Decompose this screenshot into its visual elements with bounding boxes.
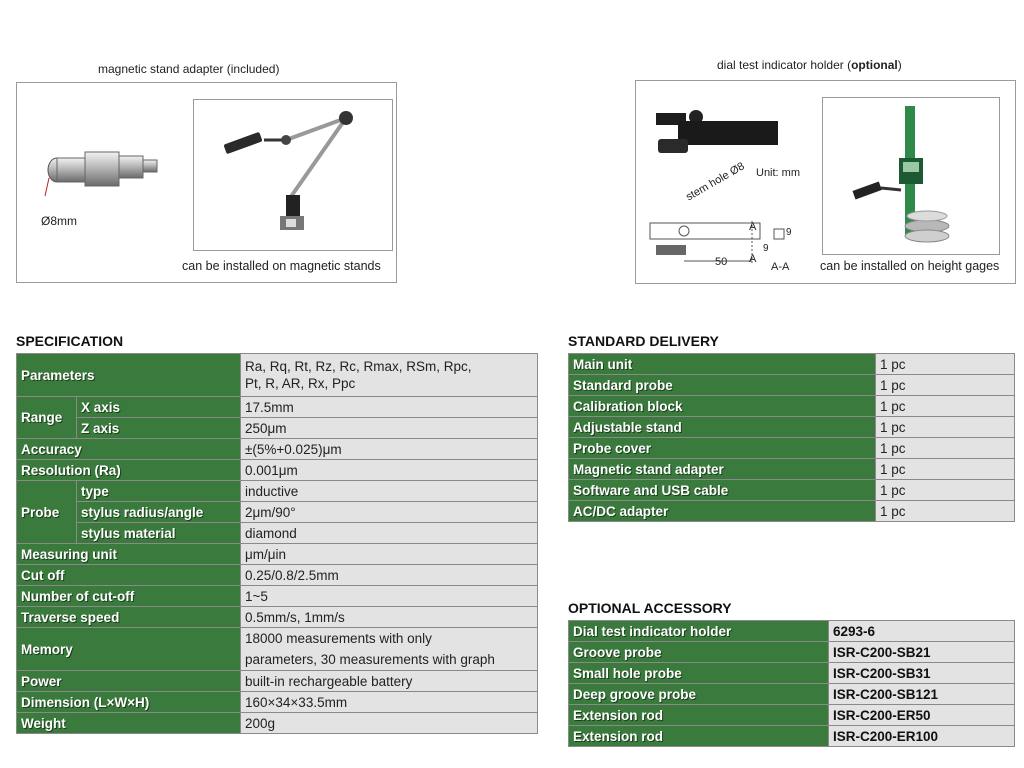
delivery-row-qty: 1 pc (876, 375, 1015, 396)
delivery-row (569, 480, 1015, 501)
resolution-label: Resolution (Ra) (17, 460, 241, 481)
spec-row-stylus-material (17, 523, 538, 544)
stylus-radius-label: stylus radius/angle (77, 502, 241, 523)
spec-row-power (17, 671, 538, 692)
measuring-unit-value: μm/μin (241, 544, 538, 565)
delivery-row-qty: 1 pc (876, 501, 1015, 522)
delivery-row-qty: 1 pc (876, 396, 1015, 417)
accessory-row-code: 6293-6 (829, 621, 1015, 642)
type-label: type (77, 481, 241, 502)
spec-row-traverse (17, 607, 538, 628)
accessory-row (569, 726, 1015, 747)
cut-off-value: 0.25/0.8/2.5mm (241, 565, 538, 586)
delivery-row-qty: 1 pc (876, 438, 1015, 459)
spec-row-x-axis (17, 397, 538, 418)
optional-accessory-table (568, 620, 1015, 747)
dimension-value: 160×34×33.5mm (241, 692, 538, 713)
delivery-row-item: Standard probe (569, 375, 876, 396)
dial-holder-caption (717, 58, 902, 72)
accessory-row (569, 705, 1015, 726)
power-label: Power (17, 671, 241, 692)
unit-label: Unit: mm (756, 167, 800, 179)
x-axis-label: X axis (77, 397, 241, 418)
stylus-material-value: diamond (241, 523, 538, 544)
diameter-label: Ø8mm (41, 214, 77, 228)
delivery-row-item: Adjustable stand (569, 417, 876, 438)
dimension-label: Dimension (L×W×H) (17, 692, 241, 713)
dim-50-label: 50 (715, 256, 728, 268)
measuring-unit-label: Measuring unit (17, 544, 241, 565)
accessory-row-item: Extension rod (569, 705, 829, 726)
weight-label: Weight (17, 713, 241, 734)
a-bottom-label: A (749, 253, 757, 265)
accessory-row (569, 684, 1015, 705)
holder-icon (644, 99, 784, 159)
accessory-row-item: Groove probe (569, 642, 829, 663)
magnetic-adapter-caption: magnetic stand adapter (included) (98, 62, 280, 76)
accuracy-value: ±(5%+0.025)μm (241, 439, 538, 460)
parameters-value (241, 354, 538, 397)
spec-row-weight (17, 713, 538, 734)
parameters-value-line2: Pt, R, AR, Rx, Ppc (245, 376, 356, 391)
accessory-row (569, 663, 1015, 684)
spec-row-measuring-unit (17, 544, 538, 565)
stem-hole-label: stem hole Ø8 (684, 160, 747, 204)
delivery-row (569, 438, 1015, 459)
accessory-row-item: Extension rod (569, 726, 829, 747)
spec-row-memory (17, 628, 538, 671)
resolution-value: 0.001μm (241, 460, 538, 481)
accuracy-label: Accuracy (17, 439, 241, 460)
type-value: inductive (241, 481, 538, 502)
x-axis-value: 17.5mm (241, 397, 538, 418)
spec-row-dimension (17, 692, 538, 713)
magnetic-adapter-panel (16, 82, 397, 283)
height-gage-photo (822, 97, 1000, 255)
spec-row-stylus-radius (17, 502, 538, 523)
cut-off-label: Cut off (17, 565, 241, 586)
accessory-row-code: ISR-C200-SB21 (829, 642, 1015, 663)
delivery-row (569, 501, 1015, 522)
delivery-row-qty: 1 pc (876, 459, 1015, 480)
standard-delivery-title: STANDARD DELIVERY (568, 333, 719, 349)
delivery-row-item: Magnetic stand adapter (569, 459, 876, 480)
accessory-row-code: ISR-C200-ER50 (829, 705, 1015, 726)
delivery-row-item: Probe cover (569, 438, 876, 459)
memory-label: Memory (17, 628, 241, 671)
delivery-row (569, 396, 1015, 417)
delivery-row-qty: 1 pc (876, 354, 1015, 375)
delivery-row-item: Software and USB cable (569, 480, 876, 501)
optional-accessory-title: OPTIONAL ACCESSORY (568, 600, 732, 616)
aa-label: A-A (771, 261, 790, 273)
spec-row-accuracy (17, 439, 538, 460)
accessory-row (569, 642, 1015, 663)
dial-holder-panel (635, 80, 1016, 284)
dial-holder-caption-prefix: dial test indicator holder ( (717, 58, 852, 72)
spec-row-parameters (17, 354, 538, 397)
delivery-row (569, 375, 1015, 396)
traverse-value: 0.5mm/s, 1mm/s (241, 607, 538, 628)
number-cutoff-value: 1~5 (241, 586, 538, 607)
spec-row-resolution (17, 460, 538, 481)
spec-row-cut-off (17, 565, 538, 586)
z-axis-label: Z axis (77, 418, 241, 439)
memory-value-line2: parameters, 30 measurements with graph (245, 652, 495, 667)
spec-row-z-axis (17, 418, 538, 439)
magnetic-stand-icon (194, 100, 392, 250)
stylus-radius-value: 2μm/90° (241, 502, 538, 523)
dim-9b-label: 9 (786, 227, 792, 238)
spec-row-number-cutoff (17, 586, 538, 607)
accessory-row (569, 621, 1015, 642)
memory-value (241, 628, 538, 671)
magnetic-stand-photo (193, 99, 393, 251)
accessory-row-item: Dial test indicator holder (569, 621, 829, 642)
adapter-icon (37, 138, 167, 198)
memory-value-line1: 18000 measurements with only (245, 631, 432, 646)
dial-holder-caption-optional: optional (851, 58, 898, 72)
power-value: built-in rechargeable battery (241, 671, 538, 692)
accessory-row-code: ISR-C200-ER100 (829, 726, 1015, 747)
stylus-material-label: stylus material (77, 523, 241, 544)
range-label: Range (17, 397, 77, 439)
dim-9a-label: 9 (763, 243, 769, 254)
spec-row-type (17, 481, 538, 502)
delivery-row (569, 459, 1015, 480)
height-gage-install-text: can be installed on height gages (820, 259, 1000, 273)
z-axis-value: 250μm (241, 418, 538, 439)
weight-value: 200g (241, 713, 538, 734)
delivery-row-item: AC/DC adapter (569, 501, 876, 522)
traverse-label: Traverse speed (17, 607, 241, 628)
accessory-row-code: ISR-C200-SB121 (829, 684, 1015, 705)
standard-delivery-table (568, 353, 1015, 522)
delivery-row-qty: 1 pc (876, 417, 1015, 438)
parameters-label: Parameters (17, 354, 241, 397)
delivery-row-item: Main unit (569, 354, 876, 375)
delivery-row-qty: 1 pc (876, 480, 1015, 501)
height-gage-icon (823, 98, 999, 254)
parameters-value-line1: Ra, Rq, Rt, Rz, Rc, Rmax, RSm, Rpc, (245, 359, 472, 374)
probe-label: Probe (17, 481, 77, 544)
delivery-row-item: Calibration block (569, 396, 876, 417)
delivery-row (569, 417, 1015, 438)
dial-holder-caption-suffix: ) (897, 58, 902, 72)
delivery-row (569, 354, 1015, 375)
number-cutoff-label: Number of cut-off (17, 586, 241, 607)
a-top-label: A (749, 221, 757, 233)
magnetic-install-text: can be installed on magnetic stands (182, 259, 381, 273)
specification-title: SPECIFICATION (16, 333, 124, 349)
accessory-row-code: ISR-C200-SB31 (829, 663, 1015, 684)
accessory-row-item: Small hole probe (569, 663, 829, 684)
specification-table (16, 353, 538, 734)
accessory-row-item: Deep groove probe (569, 684, 829, 705)
